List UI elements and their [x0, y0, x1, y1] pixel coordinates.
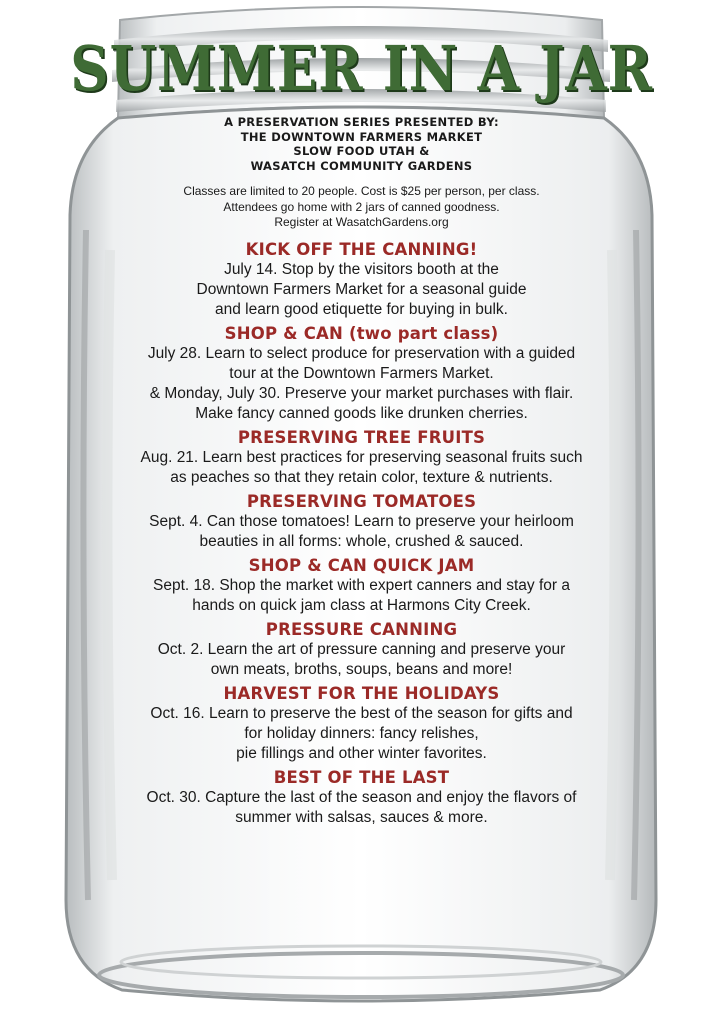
- class-limit-text: Classes are limited to 20 people. Cost is $25 per person, per class.: [183, 184, 540, 198]
- session-best-of-last: [0, 767, 723, 828]
- session-heading: HARVEST FOR THE HOLIDAYS: [223, 684, 500, 703]
- session-line: tour at the Downtown Farmers Market.: [229, 365, 494, 382]
- session-heading: SHOP & CAN QUICK JAM: [248, 556, 475, 575]
- presenter-slow-food: SLOW FOOD UTAH &: [293, 144, 430, 158]
- session-line: July 28. Learn to select produce for preservation with a guided: [147, 345, 576, 362]
- session-heading: KICK OFF THE CANNING!: [245, 240, 478, 259]
- session-heading: BEST OF THE LAST: [273, 768, 450, 787]
- take-home-text: Attendees go home with 2 jars of canned goodness.: [223, 199, 500, 214]
- session-heading: PRESERVING TOMATOES: [246, 492, 477, 511]
- session-description: [0, 512, 723, 552]
- session-line: Sept. 4. Can those tomatoes! Learn to preserve your heirloom: [149, 513, 574, 530]
- session-line: own meats, broths, soups, beans and more!: [210, 661, 513, 678]
- session-description: [0, 260, 723, 320]
- session-line: Oct. 2. Learn the art of pressure canning and preserve your: [157, 641, 566, 658]
- session-line: Make fancy canned goods like drunken cherries.: [195, 405, 528, 422]
- session-tree-fruits: [0, 427, 723, 488]
- session-kick-off: [0, 239, 723, 320]
- session-holidays: [0, 683, 723, 764]
- presenters-block: [0, 115, 723, 173]
- page-title: SUMMER IN A JAR: [70, 32, 653, 105]
- session-line: & Monday, July 30. Preserve your market purchases with flair.: [149, 385, 574, 402]
- session-line: Aug. 21. Learn best practices for preserving seasonal fruits such: [140, 449, 583, 466]
- session-description: [0, 640, 723, 680]
- session-line: Oct. 16. Learn to preserve the best of the season for gifts and: [150, 705, 573, 722]
- presenters-intro: A PRESERVATION SERIES PRESENTED BY:: [224, 115, 499, 129]
- presenter-farmers-market: THE DOWNTOWN FARMERS MARKET: [240, 129, 483, 144]
- session-description: [0, 448, 723, 488]
- session-line: as peaches so that they retain color, texture & nutrients.: [170, 469, 553, 486]
- session-line: for holiday dinners: fancy relishes,: [244, 725, 479, 742]
- session-list: [0, 239, 723, 831]
- session-heading: PRESERVING TREE FRUITS: [237, 428, 486, 447]
- session-line: pie fillings and other winter favorites.: [236, 745, 487, 762]
- class-info: [0, 184, 723, 231]
- session-heading: PRESSURE CANNING: [265, 620, 458, 639]
- session-description: [0, 344, 723, 424]
- session-heading: SHOP & CAN (two part class): [224, 324, 499, 343]
- session-quick-jam: [0, 555, 723, 616]
- session-line: hands on quick jam class at Harmons City Creek.: [192, 597, 531, 614]
- register-text: Register at WasatchGardens.org: [274, 215, 449, 229]
- session-line: Downtown Farmers Market for a seasonal guide: [196, 281, 527, 298]
- session-description: [0, 788, 723, 828]
- session-description: [0, 576, 723, 616]
- session-line: and learn good etiquette for buying in bulk.: [215, 301, 508, 318]
- session-line: summer with salsas, sauces & more.: [235, 809, 488, 826]
- presenter-wasatch-gardens: WASATCH COMMUNITY GARDENS: [250, 158, 473, 173]
- session-pressure-canning: [0, 619, 723, 680]
- session-line: Sept. 18. Shop the market with expert canners and stay for a: [152, 577, 570, 594]
- session-line: Oct. 30. Capture the last of the season and enjoy the flavors of: [146, 789, 577, 806]
- session-shop-and-can: [0, 323, 723, 424]
- session-line: beauties in all forms: whole, crushed & sauced.: [199, 533, 524, 550]
- session-tomatoes: [0, 491, 723, 552]
- session-description: [0, 704, 723, 764]
- session-line: July 14. Stop by the visitors booth at the: [224, 261, 499, 278]
